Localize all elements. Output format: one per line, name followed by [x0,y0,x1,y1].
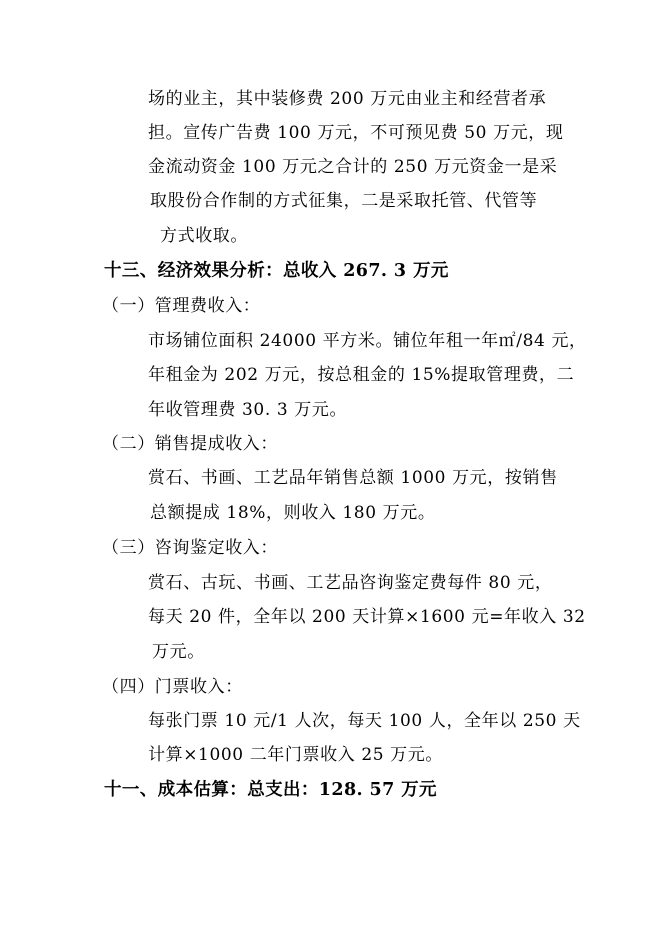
intro-line-1: 场的业主，其中装修费 200 万元由业主和经营者承 [148,89,547,109]
item-1-line-2: 年租金为 202 万元，按总租金的 15%提取管理费，二 [148,365,575,385]
item-4-line-1: 每张门票 10 元/1 人次，每天 100 人，全年以 250 天 [148,711,581,731]
section-11-heading: 十一、成本估算：总支出：128. 57 万元 [104,780,437,800]
item-3-line-1: 赏石、古玩、书画、工艺品咨询鉴定费每件 80 元， [148,573,553,593]
intro-line-5: 方式收取。 [160,226,248,246]
item-4-title: （四）门票收入： [102,677,243,697]
item-1-line-1: 市场铺位面积 24000 平方米。铺位年租一年㎡/84 元， [148,331,587,351]
intro-line-4: 取股份合作制的方式征集，二是采取托管、代管等 [150,191,538,211]
item-4-line-2: 计算×1000 二年门票收入 25 万元。 [148,745,443,765]
intro-line-3: 金流动资金 100 万元之合计的 250 万元资金一是采 [148,157,558,177]
item-1-line-3: 年收管理费 30. 3 万元。 [148,400,348,420]
intro-line-2: 担。宣传广告费 100 万元，不可预见费 50 万元，现 [148,123,564,143]
section-13-heading: 十三、经济效果分析：总收入 267. 3 万元 [104,261,449,281]
item-2-line-1: 赏石、书画、工艺品年销售总额 1000 万元，按销售 [148,468,558,488]
item-2-title: （二）销售提成收入： [102,434,278,454]
item-3-line-3: 万元。 [152,642,205,662]
item-3-title: （三）咨询鉴定收入： [102,538,278,558]
item-1-title: （一）管理费收入： [102,296,261,316]
item-2-line-2: 总额提成 18%，则收入 180 万元。 [150,503,436,523]
item-3-line-2: 每天 20 件，全年以 200 天计算×1600 元=年收入 32 [148,607,586,627]
